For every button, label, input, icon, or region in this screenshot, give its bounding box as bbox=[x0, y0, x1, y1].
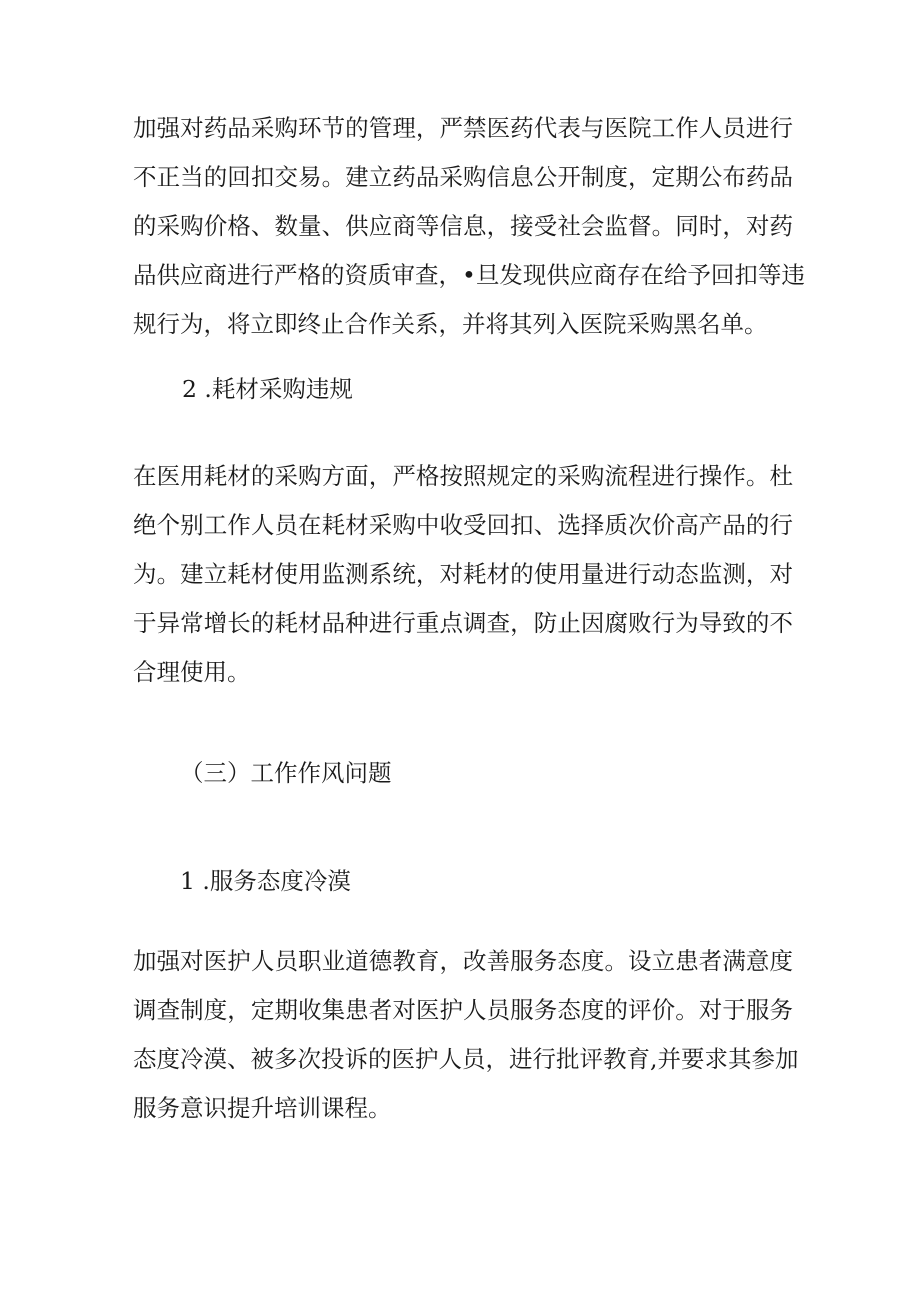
paragraph-line: 于异常增长的耗材品种进行重点调查，防止因腐败行为导致的不 bbox=[133, 609, 793, 637]
paragraph-line: 态度冷漠、被多次投诉的医护人员，进行批评教育,并要求其参加 bbox=[133, 1045, 799, 1073]
paragraph-line: 为。建立耗材使用监测系统，对耗材的使用量进行动态监测，对 bbox=[133, 560, 793, 588]
paragraph-line: 合理使用。 bbox=[133, 658, 251, 686]
paragraph-line: 的采购价格、数量、供应商等信息，接受社会监督。同时，对药 bbox=[133, 212, 793, 240]
paragraph-drug-procurement bbox=[133, 104, 805, 349]
paragraph-line: 品供应商进行严格的资质审查，•旦发现供应商存在给予回扣等违 bbox=[133, 261, 805, 289]
paragraph-line: 不正当的回扣交易。建立药品采购信息公开制度，定期公布药品 bbox=[133, 163, 793, 191]
heading-consumables-procurement: 2 .耗材采购违规 bbox=[182, 375, 353, 403]
paragraph-line: 加强对药品采购环节的管理，严禁医药代表与医院工作人员进行 bbox=[133, 114, 793, 142]
paragraph-service-attitude bbox=[133, 937, 799, 1133]
paragraph-line: 调查制度，定期收集患者对医护人员服务态度的评价。对于服务 bbox=[133, 996, 793, 1024]
paragraph-line: 规行为，将立即终止合作关系，并将其列入医院采购黑名单。 bbox=[133, 310, 768, 338]
paragraph-line: 服务意识提升培训课程。 bbox=[133, 1094, 392, 1122]
paragraph-line: 在医用耗材的采购方面，严格按照规定的采购流程进行操作。杜 bbox=[133, 462, 793, 490]
paragraph-line: 绝个别工作人员在耗材采购中收受回扣、选择质次价高产品的行 bbox=[133, 511, 793, 539]
paragraph-consumables-procurement bbox=[133, 452, 793, 697]
paragraph-line: 加强对医护人员职业道德教育，改善服务态度。设立患者满意度 bbox=[133, 947, 793, 975]
section-heading-work-style: （三）工作作风问题 bbox=[180, 759, 392, 787]
heading-service-attitude: 1 .服务态度冷漠 bbox=[180, 867, 351, 895]
